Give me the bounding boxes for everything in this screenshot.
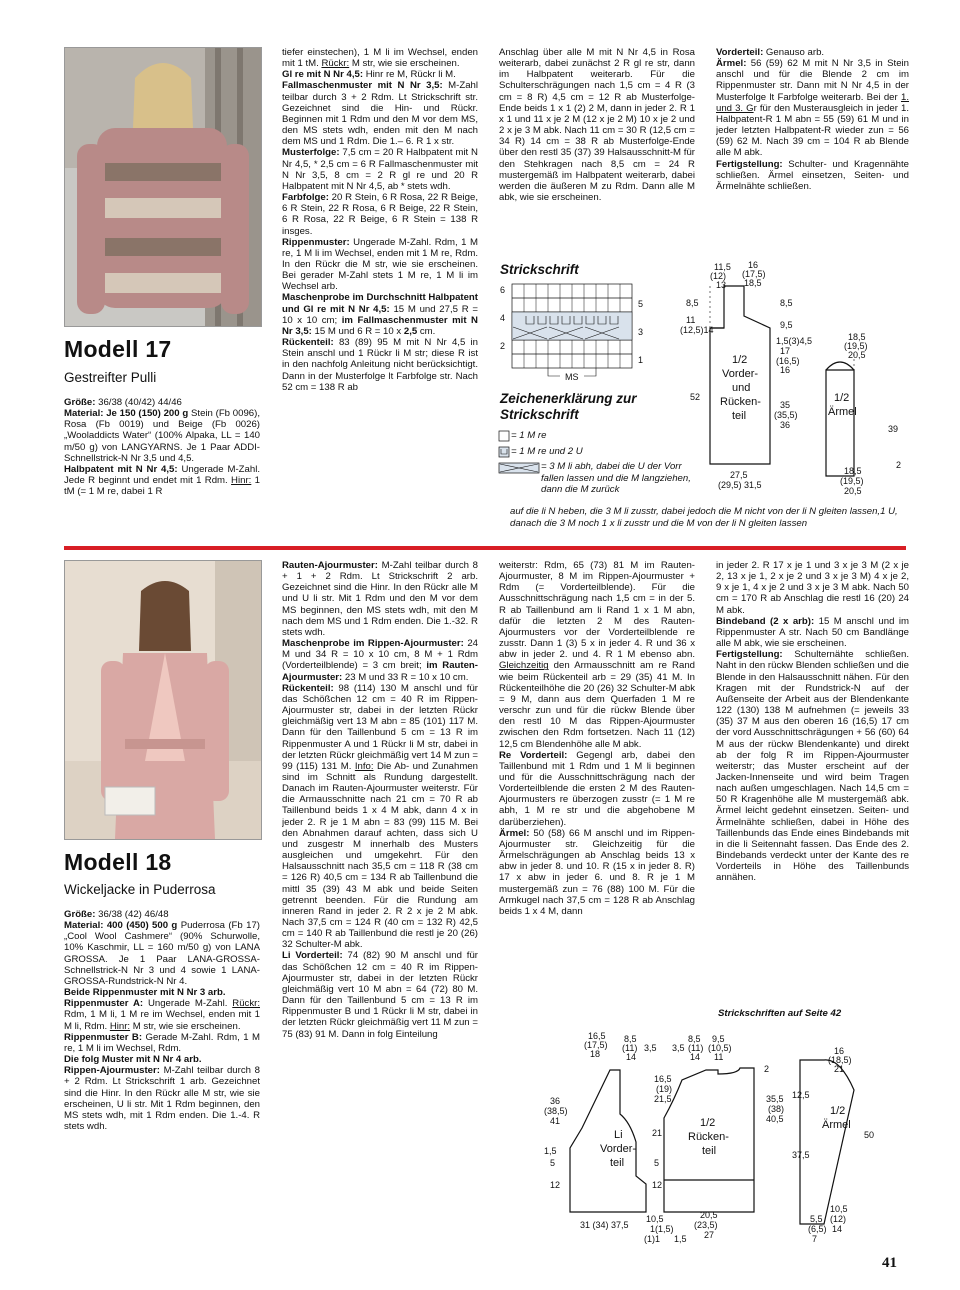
m18-sch-back-side-3: 40,5	[766, 1114, 784, 1124]
m17-sch-right-1: 8,5	[780, 298, 793, 308]
m18-sch-front-band: 3,5	[644, 1043, 657, 1053]
model18-title: Modell 18	[64, 849, 172, 875]
m18-sch-front-peplum: 12	[550, 1180, 561, 1190]
m18-sch-back-label-1: 1/2	[700, 1117, 716, 1129]
m18-sch-back-shoulder: 2	[764, 1064, 770, 1074]
model17-column-2: tiefer einstechen), 1 M li im Wechsel, enden mit 1 tM. Rückr: M str, wie sie erscheinen. Gl re mit N Nr 4,5: Hinr re M, Rückr li M. Fallmaschenmuster mit N Nr 3,5: M-Zahl teilbar durch 3 + 2 Rdm. Lt Strickschrift str. Gezeichnet sind die Hin- und Rückr. Beginnen mit 1 Rdm und den M vor dem MS, den MS stets wdh, enden mit den M nach dem MS und 1 Rdm. Die 1.– 6. R 1 x str. Musterfolge: 7,5 cm = 20 R Halbpatent mit N Nr 4,5, * 2,5 cm = 6 R Fallmaschenmuster mit N Nr 3,5, 8 cm = 2 R gl re und 20 R Halbpatent mit N Nr 4,5, ab * stets wdh. Farbfolge: 20 R Stein, 6 R Rosa, 22 R Beige, 6 R Stein, 22 R Rosa, 6 R Beige, 22 R Stein, 6 R Rosa, 22 R Beige, 6 R Stein = 138 R insges. Rippenmuster: Ungerade M-Zahl. Rdm, 1 M re, 1 M li im Wechsel, enden mit 1 M re, Rdm. In den Rückr die M str, wie sie erscheinen. Bei gerader M-Zahl stets 1 M re, 1 M li im Wechsel arb. Maschenprobe im Durchschnitt Halbpatent und Gl re mit N Nr 4,5: 15 M und 27,5 R = 10 x 10 cm; im Fallmaschenmuster mit N Nr 3,5: 15 M und 6 R = 10 x 2,5 cm. Rückenteil: 83 (89) 95 M mit N Nr 4,5 in Stein anschl und 1 Rückr li M str; diese R ist in den nachfolg Anleitung nicht berücksichtigt. Dann in der Musterfolge lt Farbfolge str. Nach 52 cm = 138 R ab	[282, 47, 478, 393]
chart-row-4: 4	[500, 313, 506, 323]
section-divider	[64, 546, 906, 550]
model18-subtitle: Wickeljacke in Puderrosa	[64, 882, 216, 897]
model17-column-1: Größe: 36/38 (40/42) 44/46 Material: Je 150 (150) 200 g Stein (Fb 0096), Rosa (Fb 0019) und Beige (Fb 0026) „Wooladdicts Water“ (100% Alpaka, LL = 140 m/50 g) von LANGYARNS. Je 1 Paar ADDI-Schnellstrick-N Nr 3,5 und 4,5. Halbpatent mit N Nr 4,5: Ungerade M-Zahl. Jede R beginnt und endet mit 1 Rdm. Hinr: 1 tM (= 1 M re, dabei 1 R	[64, 397, 260, 498]
model18-column-2: Rauten-Ajourmuster: M-Zahl teilbar durch 8 + 1 + 2 Rdm. Lt Strickschrift 2 arb. Gezeichnet sind die Hinr. In den Rückr alle M und U li str. Mit 1 Rdm und den M vor dem MS beginnen, den MS stets wdh, mit den M nach dem MS und 1 Rdm enden. Die 1.-32. R stets wdh. Maschenprobe im Rippen-Ajourmuster: 24 M und 34 R = 10 x 10 cm, 8 M + 1 Rdm (Vorderteilblende) = 3 cm breit; im Rauten-Ajourmuster: 23 M und 33 R = 10 x 10 cm. Rückenteil: 98 (114) 130 M anschl und für das Schößchen 12 cm = 40 R im Rippen-Ajourmuster str, dabei in der letzten Rückr gleichmäßig vert 13 M abn = 85 (101) 117 M. Dann für den Taillenbund 5 cm = 13 R im Rippenmuster A und 1 Rückr li M str, dabei in der letzten Rückr gleichmäßig vert 14 M zun = 99 (115) 131 M. Info: Die Ab- und Zunahmen sind im Schnitt als Rundung dargestellt. Danach im Rauten-Ajourmuster weiterstr. Für die Armausschnitte nach 21 cm = 70 R ab Taillenbund beids 1 x 4 M abk, dann 4 x in jeder 2. R je 1 M abn = 83 (99) 115 M. Bei den Abnahmen darauf achten, dass sich U und zusgestr M innerhalb des Musters ausgleichen und umgekehrt. Für den Halsausschnitt nach 35,5 cm = 118 R (38 cm = 126 R) 40,5 cm = 134 R ab Taillenbund die mittl 35 (39) 43 M abk und beide Seiten getrennt beenden. Für die Rundung am inneren Rand in jeder 2. R 2 x je 2 M abk. Nach 37,5 cm = 124 R (40 cm = 132 R) 42,5 cm = 140 R ab Taillenbund die restl je 20 (26) 32 Schulter-M abk. Li Vorderteil: 74 (82) 90 M anschl und für das Schößchen 12 cm = 40 R im Rippen-Ajourmuster str, dabei in der letzten Rückr gleichmäßig vert 10 M abn = 64 (72) 80 M. Dann für den Taillenbund 5 cm = 13 R im Rippenmuster B und 1 Rückr li M str, dabei in der letzten Rückr gleichmäßig vert 11 M zun = 75 (83) 91 M. Dann in folg Einteilung	[282, 560, 478, 1040]
m17-sch-top-2: (12)	[710, 271, 727, 281]
m18-sch-back-top-4: 9,5	[712, 1034, 725, 1044]
m18-sch-back-arm-2: (19)	[656, 1084, 673, 1094]
legend-continued: auf die li N heben, die 3 M li zusstr, dabei jedoch die M nicht von der li N gleiten lassen,1 U, danach die 3 M noch 1 x li zusstr und die M von der li N gleiten lassen	[510, 506, 898, 529]
m18-sch-front-waist: 5	[550, 1158, 556, 1168]
model17-column-3: Anschlag über alle M mit N Nr 4,5 in Rosa weiterarb, dabei zunächst 2 R gl re str, dann im Halbpatent weiterarb. Für die Schulterschrägungen nach 1,5 cm = 4 R (3 cm = 8 R) 4,5 cm = 12 R ab Musterfolge-Ende beids 1 x 1 (2) 2 M, dann in jeder 2. R 1 x 1 und 11 x je 2 M (12 x je 2 M) 10 x je 2 und 2 x je 3 M abk. Nach 11 cm = 30 R (12,5 cm = 34 R) 14 cm = 38 R ab Musterfolge-Ende über den restl 35 (37) 39 Halsausschnitt-M für den Stehkragen nach 8,5 cm = 24 R mustergemäß im Halbpatent weiterarb, dabei werden die äußeren M zu Rdm. Dann alle M abk, wie sie erscheinen.	[499, 47, 695, 204]
m17-sch-sleeve-bottom-3: 20,5	[844, 486, 862, 496]
m17-sch-sleeve-label-2: Ärmel	[828, 406, 857, 418]
m18-sch-sleeve-bottom-4: 5,5	[810, 1214, 823, 1224]
m18-sch-front-height-2: (38,5)	[544, 1106, 568, 1116]
m18-sch-back-arm-1: 16,5	[654, 1074, 672, 1084]
m17-sch-sleeve-bottom-2: (19,5)	[840, 476, 864, 486]
m18-sch-front-neck-1: 8,5	[624, 1034, 637, 1044]
m17-sch-body-1: 1/2	[732, 354, 748, 366]
m18-sch-sleeve-top-2: (18,5)	[828, 1055, 852, 1065]
model17-photo	[64, 47, 262, 327]
m17-sch-width-1: 27,5	[730, 470, 748, 480]
m17-sch-sleeve-top-3: 20,5	[848, 350, 866, 360]
m18-sch-sleeve-cap: 12,5	[792, 1090, 810, 1100]
chart-row-2: 2	[500, 341, 506, 351]
model17-column-4: Vorderteil: Genauso arb. Ärmel: 56 (59) 62 M mit N Nr 3,5 in Stein anschl und für die Blende 2 cm im Rippenmuster str. Dann mit N Nr 4,5 in der Musterfolge lt Farbfolge weiterarb. Bei der 1. und 3. Gr für den Musterausgleich in jeder 1. Halbpatent-R 1 M abn = 55 (59) 61 M und in jeder letzten Halbpatent-R wieder zun = 56 (59) 62 M. Nach 39 cm = 104 R ab Blende alle M abk. Fertigstellung: Schulter- und Kragennähte schließen. Ärmel einsetzen, Seiten- und Ärmelnähte schließen.	[716, 47, 909, 192]
m18-sch-back-side-1: 35,5	[766, 1094, 784, 1104]
m18-sch-sleeve-bottom-5: (6,5)	[808, 1224, 827, 1234]
m18-sch-front-bottom-4: 1,5	[674, 1234, 687, 1244]
m18-sch-front-slope: 1,5	[544, 1146, 557, 1156]
m18-sch-sleeve-label-1: 1/2	[830, 1105, 846, 1117]
m17-sch-sleeve-bottom-1: 18,5	[844, 466, 862, 476]
model17-title: Modell 17	[64, 336, 172, 362]
chart-ms-label: MS	[565, 372, 579, 382]
m17-sch-top-3: 13	[716, 280, 727, 290]
m17-sch-left-2: 11	[686, 315, 696, 325]
m18-sch-sleeve-bottom-2: (12)	[830, 1214, 847, 1224]
m18-sch-back-arm-3: 21,5	[654, 1094, 672, 1104]
m18-sch-sleeve-top-3: 21	[834, 1064, 845, 1074]
m17-sch-sleeve-top-2: (19,5)	[844, 341, 868, 351]
m18-sch-sleeve-length: 37,5	[792, 1150, 810, 1160]
m18-sch-back-width-3: 27	[704, 1230, 715, 1240]
m18-sch-back-label-2: Rücken-	[688, 1131, 729, 1143]
m18-sch-front-label-2: Vorder-	[600, 1143, 637, 1155]
chart-row-1: 1	[638, 355, 644, 365]
m17-sch-body-3: und	[732, 382, 751, 394]
m18-sch-front-width: 31 (34) 37,5	[580, 1220, 629, 1230]
legend-title: Zeichenerklärung zur Strickschrift	[500, 391, 637, 422]
m17-sch-top-4: 16	[748, 260, 759, 270]
m17-sch-sleeve-top-1: 18,5	[848, 332, 866, 342]
model18-schematic	[540, 1030, 920, 1245]
stitch-chart	[496, 280, 656, 390]
model17-subtitle: Gestreifter Pulli	[64, 370, 157, 385]
m18-sch-front-bottom-3: (1)1	[644, 1234, 661, 1244]
m17-sch-left-1: 8,5	[686, 298, 699, 308]
m17-sch-right-5: (16,5)	[776, 356, 800, 366]
m18-sch-back-peplum: 12	[652, 1180, 663, 1190]
m18-sch-back-top-1: 8,5	[688, 1034, 701, 1044]
model18-column-1: Größe: 36/38 (42) 46/48 Material: 400 (450) 500 g Puderrosa (Fb 17) „Cool Wool Cashmere“ (90% Schurwolle, 10% Kaschmir, LL = 160 m/50 g) von LANA GROSSA. Je 1 Paar LANA-GROSSA-Schnellstrick-N Nr 3 und 4 sowie 1 LANA-GROSSA-Rundstrick-N Nr 4. Beide Rippenmuster mit N Nr 3 arb. Rippenmuster A: Ungerade M-Zahl. Rückr: Rdm, 1 M li, 1 M re im Wechsel, enden mit 1 M li, Rdm. Hinr: M str, wie sie erscheinen. Rippenmuster B: Gerade M-Zahl. Rdm, 1 M re, 1 M li im Wechsel, Rdm. Die folg Muster mit N Nr 4 arb. Rippen-Ajourmuster: M-Zahl teilbar durch 8 + 2 Rdm. Lt Strickschrift 1 arb. Gezeichnet sind die Hinr. In den Rückr alle M str, wie sie erscheinen, U li str. Mit 1 Rdm beginnen, den MS stets wdh, mit 1 Rdm enden. Die 1.-4. R stets wdh.	[64, 909, 260, 1132]
m18-sch-sleeve-top-1: 16	[834, 1046, 845, 1056]
chart-row-3: 3	[638, 327, 644, 337]
m17-sch-left-3: (12,5)14	[680, 325, 714, 335]
m18-sch-back-top-5: (10,5)	[708, 1043, 732, 1053]
m18-sch-front-top-1: 16,5	[588, 1031, 606, 1041]
m17-sch-right-3: 1,5(3)4,5	[776, 336, 813, 346]
m18-sch-front-top-2: (17,5)	[584, 1040, 608, 1050]
legend-item-1: = 1 M re	[511, 430, 547, 441]
m18-sch-front-neck-3: 14	[626, 1052, 637, 1062]
chart-reference: Strickschriften auf Seite 42	[718, 1008, 842, 1019]
m17-sch-sleeve-label-1: 1/2	[834, 392, 850, 404]
legend-item-2: = 1 M re und 2 U	[511, 446, 583, 457]
m18-sch-back-waist: 5	[654, 1158, 660, 1168]
chart-row-5: 5	[638, 299, 644, 309]
m17-sch-side-1: 35	[780, 400, 791, 410]
m18-sch-back-top-6: 11	[714, 1052, 724, 1062]
m17-sch-right-2: 9,5	[780, 320, 793, 330]
m18-sch-back-top-2: (11)	[688, 1043, 704, 1053]
m18-sch-back-band: 3,5	[672, 1043, 685, 1053]
m18-sch-front-bottom-1: 10,5	[646, 1214, 664, 1224]
page-number: 41	[882, 1255, 897, 1271]
m18-sch-front-top-3: 18	[590, 1049, 601, 1059]
model18-column-4: in jeder 2. R 17 x je 1 und 3 x je 3 M (2 x je 2, 13 x je 1, 2 x je 2 und 3 x je 3 M) 4 x je 2, 9 x je 1, 4 x je 2 und 3 x je 3 M abk. Nach 50 cm = 170 R ab Anschlag die restl 16 (20) 24 M abk. Bindeband (2 x arb): 15 M anschl und im Rippenmuster A str. Nach 50 cm Bandlänge alle M abk, wie sie erscheinen. Fertigstellung: Schulternähte schließen. Naht in den rückw Blenden schließen und die Blende in den Halsausschnitt nähen. Für den Kragen mit der Rundstrick-N auf der Außenseite der Arbeit aus der Blendenkante 122 (130) 138 M aufnehmen (= jeweils 33 (35) 37 M aus den oberen 16 (16,5) 17 cm der vord Ausschnittschrägungen + 56 (60) 64 M aus der rückw Blendenkante) und direkt ab der folg R im Rippen-Ajourmuster weiterstr; das Muster erscheint auf der Jacken-Innenseite und wird beim Tragen nach außen umgeschlagen. Nach 14,5 cm = 50 R Kragenhöhe alle M mustergemäß abk. Ärmel leicht gedehnt einsetzen. Seiten- und Ärmelnähte schließen, dabei in Höhe des Taillenbunds das Ende eines Bindebands mit in die li Seitennaht fassen. Das Ende des 2. Bindebands verdeckt unter der Kante des re Vorderteils in Höhe des Taillenbunds annähen.	[716, 560, 909, 884]
m17-sch-top-1: 11,5	[714, 262, 731, 272]
m18-sch-front-neck-2: (11)	[622, 1043, 638, 1053]
m17-sch-right-4: 17	[780, 346, 791, 356]
m17-sch-side-3: 36	[780, 420, 791, 430]
m17-sch-right-6: 16	[780, 365, 791, 375]
m18-sch-sleeve-bottom-1: 10,5	[830, 1204, 848, 1214]
m18-sch-front-height-3: 41	[550, 1116, 561, 1126]
m18-sch-back-top-3: 14	[690, 1052, 701, 1062]
m18-sch-back-height: 21	[652, 1128, 663, 1138]
m18-sch-sleeve-total: 50	[864, 1130, 875, 1140]
model18-column-3: weiterstr: Rdm, 65 (73) 81 M im Rauten-Ajourmuster, 8 M im Rippen-Ajourmuster + Rdm (= Vorderteilblende). Für die Ausschnittschrägung nach 1,5 cm = in der 5. R ab Taillenbund am li Rand 1 x 1 M abn, dafür die letzten 2 M des Rauten-Ajourmusters vor der Vorderteilblende re zusstr. Dann 1 (3) 5 x in jeder 4. R und 36 x abw in jeder 2. und 4. R 1 M ebenso abn. Gleichzeitig den Armausschnitt am re Rand wie beim Rückenteil arb = 29 (35) 41 M. In Rückenteilhöhe die 20 (26) 32 Schulter-M abk = 9 M, dann aus dem Querfaden 1 M re verschr zun und für die rückw Blende über den restl 10 M das Rippen-Ajourmuster zwischen den Rdm fortsetzen. Nach 11 (12) 12,5 cm Blendenhöhe alle M abk. Re Vorderteil: Gegengl arb, dabei den Taillenbund mit 1 Rdm und 1 M li beginnen und für die Ausschnittschrägung nach der Vorderteilblende die ersten 2 M des Rauten-Ajourmusters re überzogen zusstr (= 1 M re abh, 1 M re str und die abgehobene M darüberziehen). Ärmel: 50 (58) 66 M anschl und im Rippen-Ajourmuster str. Gleichzeitig für die Ärmelschrägungen ab Anschlag beids 13 x abw in jeder 8. und 10. R (15 x in jeder 8. R) 17 x abw in jeder 6. und 8. R je 1 M mustergemäß zun = 76 (88) 100 M. Für die Armkugel nach 37,5 cm = 128 R ab Anschlag beids 1 x 4 M, dann	[499, 560, 695, 917]
m18-sch-front-label-3: teil	[610, 1157, 625, 1169]
model17-schematic	[668, 258, 910, 498]
m17-sch-width-2: (29,5) 31,5	[718, 480, 762, 490]
legend-item-3: = 3 M li abh, dabei die U der Vorr fallen lassen und die M langziehen, dann die M zurück	[541, 461, 691, 495]
model18-photo	[64, 560, 262, 840]
chart-row-6: 6	[500, 285, 506, 295]
m18-sch-back-width-1: 20,5	[700, 1210, 718, 1220]
m18-sch-sleeve-bottom-6: 7	[812, 1234, 818, 1244]
m17-sch-side-2: (35,5)	[774, 410, 798, 420]
m18-sch-back-width-2: (23,5)	[694, 1220, 718, 1230]
m18-sch-back-side-2: (38)	[768, 1104, 785, 1114]
m18-sch-sleeve-label-2: Ärmel	[822, 1119, 851, 1131]
m17-sch-top-6: 18,5	[744, 278, 762, 288]
m17-sch-height: 52	[690, 392, 701, 402]
m17-sch-body-4: Rücken-	[720, 396, 761, 408]
m18-sch-front-label-1: Li	[614, 1129, 623, 1141]
chart-title: Strickschrift	[500, 262, 579, 277]
m17-sch-sleeve-cuff: 2	[896, 460, 902, 470]
m18-sch-sleeve-bottom-3: 14	[832, 1224, 843, 1234]
m18-sch-front-bottom-2: 1(1,5)	[650, 1224, 674, 1234]
m17-sch-body-5: teil	[732, 410, 747, 422]
m17-sch-top-5: (17,5)	[742, 269, 766, 279]
m17-sch-body-2: Vorder-	[722, 368, 759, 380]
m17-sch-sleeve-length: 39	[888, 424, 899, 434]
m18-sch-back-label-3: teil	[702, 1145, 717, 1157]
m18-sch-front-height-1: 36	[550, 1096, 561, 1106]
